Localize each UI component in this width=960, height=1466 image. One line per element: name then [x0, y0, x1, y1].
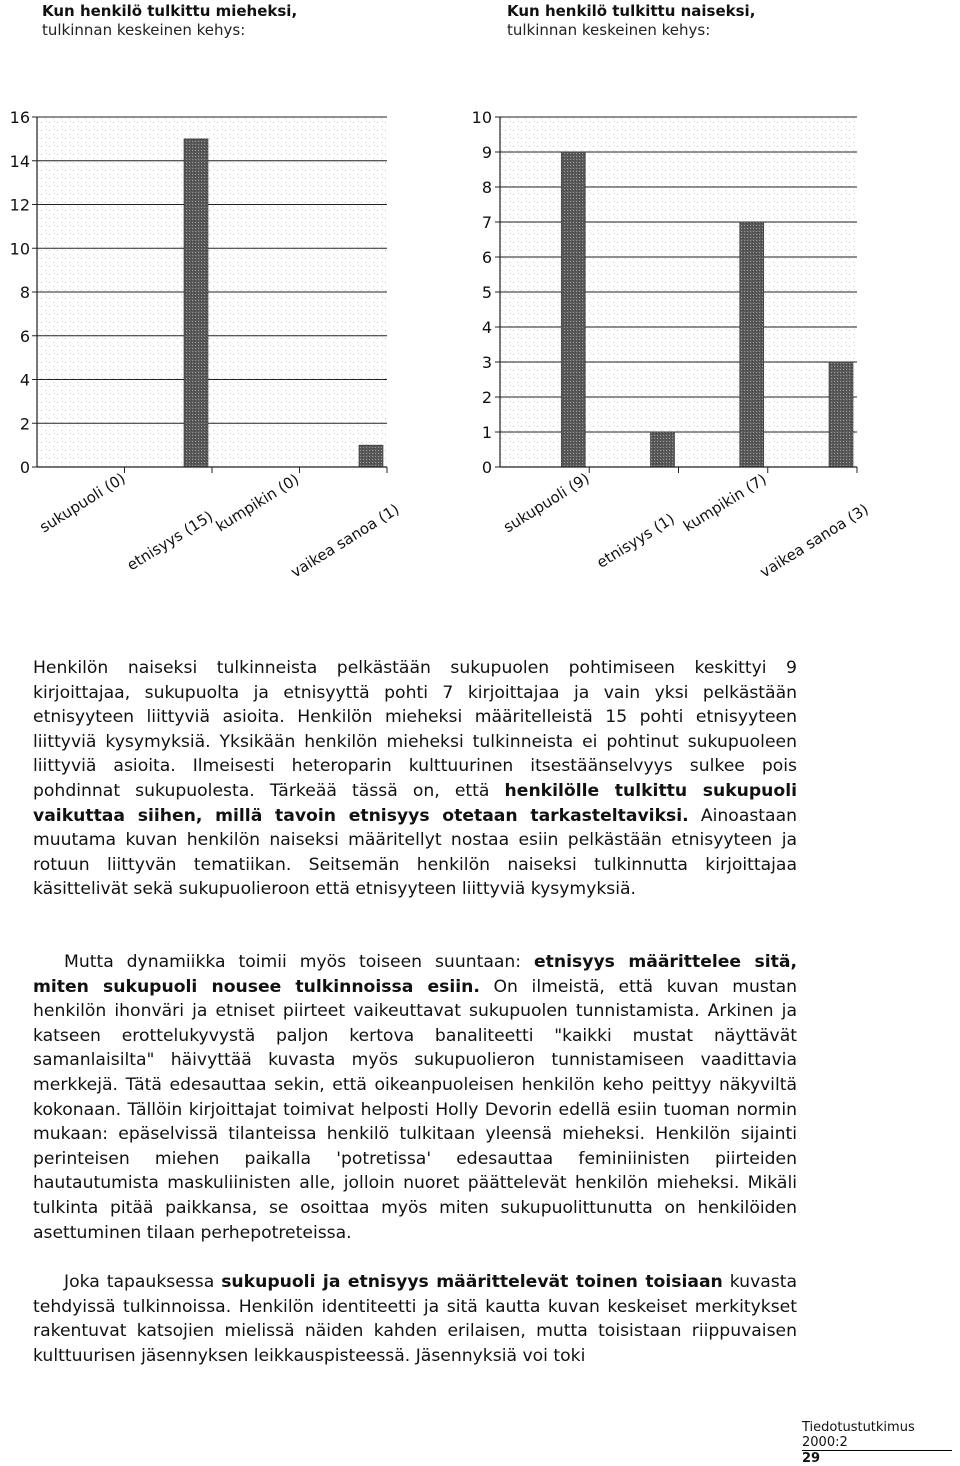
- left-y-tick-label: 12: [9, 195, 30, 215]
- p3-run-1: sukupuoli ja etnisyys määrittelevät toinen toisiaan: [221, 1272, 723, 1292]
- paragraph-2-text: [33, 950, 797, 1245]
- right-y-tick-label: 5: [481, 283, 492, 302]
- right-chart-title: Kun henkilö tulkittu naiseksi,: [507, 2, 756, 20]
- right-category-label: vaikea sanoa (3): [756, 500, 872, 582]
- paragraph-1: [33, 656, 797, 902]
- p2-run-0: Mutta dynamiikka toimii myös toiseen suuntaan:: [64, 952, 535, 972]
- right-bar-chart: [472, 108, 872, 581]
- right-y-tick-label: 2: [481, 388, 492, 407]
- left-y-tick-label: 16: [9, 108, 30, 127]
- left-category-label: vaikea sanoa (1): [287, 500, 403, 582]
- left-category-label: sukupuoli (0): [36, 469, 129, 537]
- right-chart-subtitle: tulkinnan keskeinen kehys:: [507, 21, 711, 39]
- paragraph-3: [33, 1270, 797, 1368]
- right-y-tick-label: 6: [481, 248, 492, 267]
- left-y-tick-label: 0: [19, 458, 30, 477]
- left-bar-chart: [10, 108, 403, 581]
- publication-name: Tiedotustutkimus 2000:2: [802, 1420, 952, 1451]
- left-y-tick-label: 8: [19, 283, 30, 302]
- left-y-tick-label: 6: [19, 326, 30, 346]
- right-bar-2: [740, 222, 764, 467]
- left-chart-title: Kun henkilö tulkittu mieheksi,: [42, 2, 298, 20]
- left-chart-subtitle: tulkinnan keskeinen kehys:: [42, 21, 246, 39]
- right-y-tick-label: 0: [481, 458, 492, 477]
- right-y-tick-label: 3: [481, 353, 492, 372]
- left-y-tick-label: 4: [19, 370, 30, 390]
- right-y-tick-label: 8: [481, 178, 492, 197]
- right-y-tick-label: 9: [481, 143, 492, 162]
- right-category-label: sukupuoli (9): [500, 469, 593, 537]
- paragraph-3-text: [33, 1270, 797, 1368]
- left-y-tick-label: 14: [9, 151, 30, 171]
- p2-run-1: etnisyys määrittelee sitä, miten sukupuoli nousee tulkinnoissa esiin.: [33, 952, 797, 997]
- p2-run-2: On ilmeistä, että kuvan mustan henkilön ihonväri ja etniset piirteet vaikeuttavat sukupuolen tunnistamista. Arkinen ja katseen erottelukyvystä paljon kertova banaliteetti "kaikki mustat näyttävät samanlaisilta" häivyttää kuvasta myös sukupuolieron tunnistamiseen vaadittavia merkkejä. Tätä edesauttaa sekin, että oikeanpuoleisen henkilön keho peittyy näkyviltä kokonaan. Tällöin kirjoittajat toimivat helposti Holly Devorin edellä esiin tuoman normin mukaan: epäselvissä tilanteissa henkilö tulkitaan yleensä mieheksi. Henkilön sijainti perinteisen miehen paikalla 'potretissa' edesauttaa feminiinisten piirteiden hautautumista maskuliinisten alle, jolloin nuoret päättelevät henkilön mieheksi. Mikäli tulkinta pitää paikkansa, se osoittaa myös miten sukupuolittunutta on henkilöiden asettuminen tilaan perhepotreteissa.: [33, 976, 797, 1243]
- right-bar-0: [561, 152, 585, 467]
- right-category-label: etnisyys (1): [593, 509, 678, 572]
- right-y-tick-label: 4: [481, 318, 492, 337]
- left-category-label: etnisyys (15): [123, 507, 217, 575]
- right-bar-1: [651, 432, 675, 467]
- paragraph-1-text: [33, 656, 797, 902]
- left-y-tick-label: 10: [9, 239, 30, 259]
- p1-run-1: henkilölle tulkittu sukupuoli vaikuttaa siihen, millä tavoin etnisyys otetaan tarkasteltaviksi.: [33, 780, 798, 826]
- p3-run-2: kuvasta tehdyissä tulkinnoissa. Henkilön identiteetti ja sitä kautta kuvan keskeiset merkitykset rakentuvat katsojien mielissä näiden kahden erilaisen, mutta toisistaan riippuvaisen kulttuurisen jäsennyksen leikkauspisteessä. Jäsennyksiä voi toki: [33, 1272, 798, 1366]
- bar-charts: [0, 0, 960, 620]
- left-category-label: kumpikin (0): [212, 470, 303, 536]
- p1-run-2: Ainoastaan muutama kuvan henkilön naiseksi määritellyt nostaa esiin pelkästään etnisyyteen ja rotuun liittyvän tematiikan. Seitsemän henkilön naiseksi tulkinnutta kirjoittajaa käsittelivät sekä sukupuolieroon että etnisyyteen liittyviä kysymyksiä.: [33, 805, 798, 900]
- right-y-tick-label: 10: [471, 108, 492, 127]
- page-footer: [802, 1420, 952, 1466]
- right-bar-3: [829, 362, 853, 467]
- page-number: 29: [802, 1451, 821, 1466]
- left-bar-3: [359, 445, 383, 467]
- p3-run-0: Joka tapauksessa: [64, 1272, 222, 1292]
- left-y-tick-label: 2: [19, 414, 30, 434]
- right-y-tick-label: 7: [481, 213, 492, 232]
- left-bar-1: [184, 139, 208, 467]
- p1-run-0: Henkilön naiseksi tulkinneista pelkästään sukupuolen pohtimiseen keskittyi 9 kirjoittajaa, sukupuolta ja etnisyyttä pohti 7 kirjoittajaa ja vain yksi pelkästään etnisyyteen liittyviä asioita. Henkilön mieheksi määritelleistä 15 pohti etnisyyteen liittyviä kysymyksiä. Yksikään henkilön mieheksi tulkinneista ei pohtinut sukupuoleen liittyviä asioita. Ilmeisesti heteroparin kulttuurinen itsestäänselvyys sulkee pois pohdinnat sukupuolesta. Tärkeää tässä on, että: [33, 658, 797, 801]
- right-category-label: kumpikin (7): [680, 470, 770, 536]
- right-y-tick-label: 1: [481, 423, 492, 442]
- paragraph-2: [33, 950, 797, 1245]
